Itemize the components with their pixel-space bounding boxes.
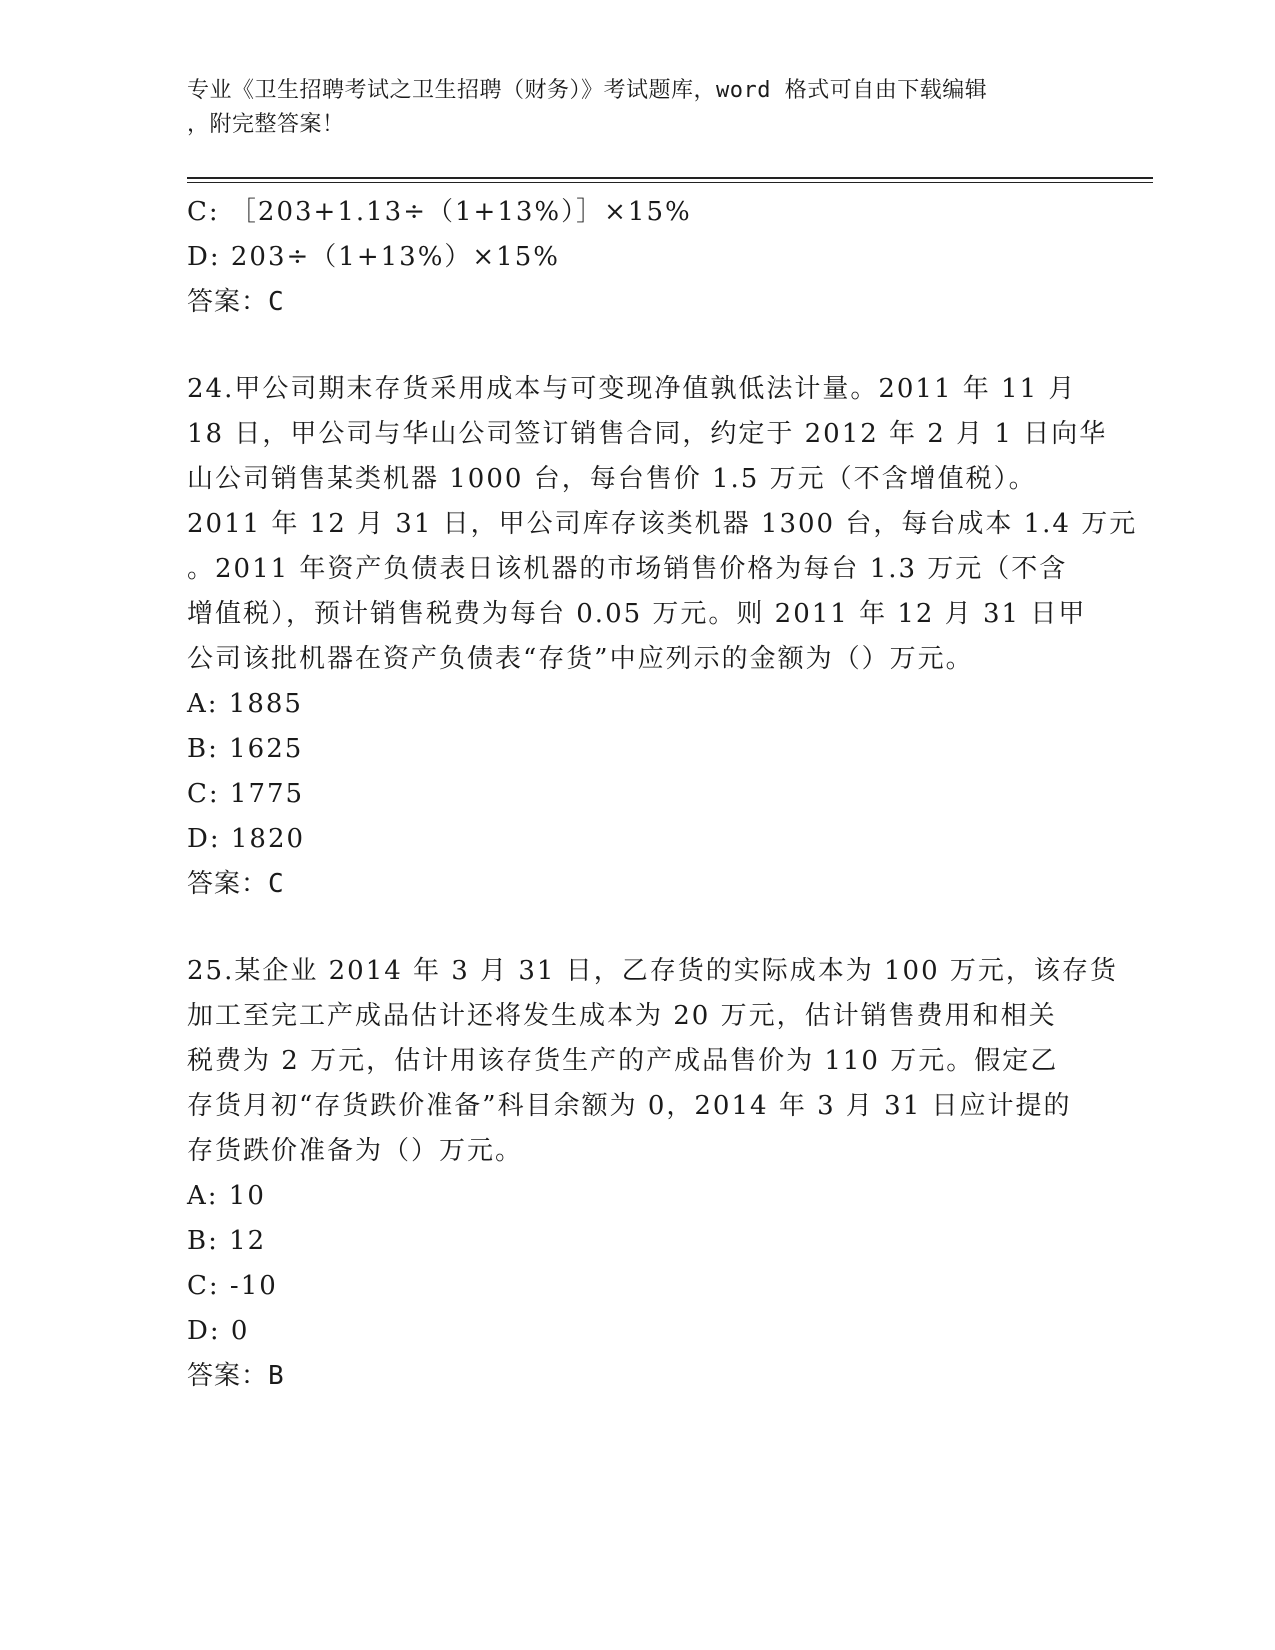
question-stem-line: 增值税），预计销售税费为每台 0.05 万元。则 2011 年 12 月 31 日甲 xyxy=(187,599,1087,629)
answer-line: 答案：C xyxy=(187,869,285,899)
question-stem-line: 25.某企业 2014 年 3 月 31 日，乙存货的实际成本为 100 万元，该存货 xyxy=(187,956,1118,986)
header-divider xyxy=(187,177,1153,183)
question-24 xyxy=(187,367,1138,907)
header-line-2: ，附完整答案！ xyxy=(187,112,345,137)
answer-line: 答案：C xyxy=(187,287,285,317)
question-stem-line: 山公司销售某类机器 1000 台，每台售价 1.5 万元（不含增值税）。 xyxy=(187,464,1037,494)
option-d: D: 203÷（1+13%）×15% xyxy=(187,242,560,272)
option-b: B: 1625 xyxy=(187,734,304,764)
option-a: A: 1885 xyxy=(187,689,303,719)
question-stem-line: 加工至完工产成品估计还将发生成本为 20 万元，估计销售费用和相关 xyxy=(187,1001,1057,1031)
question-gap xyxy=(187,907,1087,949)
question-stem-line: 存货跌价准备为（）万元。 xyxy=(187,1136,524,1166)
option-c: C: -10 xyxy=(187,1271,278,1301)
question-stem-line: 18 日，甲公司与华山公司签订销售合同，约定于 2012 年 2 月 1 日向华 xyxy=(187,419,1108,449)
question-25 xyxy=(187,949,1118,1399)
question-23-tail xyxy=(187,190,1087,325)
question-list xyxy=(187,190,1138,1399)
option-c: C: 1775 xyxy=(187,779,305,809)
answer-line: 答案：B xyxy=(187,1361,285,1391)
option-d: D: 0 xyxy=(187,1316,250,1346)
question-stem-line: 。2011 年资产负债表日该机器的市场销售价格为每台 1.3 万元（不含 xyxy=(187,554,1068,584)
option-a: A: 10 xyxy=(187,1181,266,1211)
option-c: C: ［203+1.13÷（1+13%）］×15% xyxy=(187,197,692,227)
question-stem-line: 存货月初“存货跌价准备”科目余额为 0，2014 年 3 月 31 日应计提的 xyxy=(187,1091,1072,1121)
option-d: D: 1820 xyxy=(187,824,306,854)
question-gap xyxy=(187,325,1087,367)
option-b: B: 12 xyxy=(187,1226,267,1256)
question-stem-line: 税费为 2 万元，估计用该存货生产的产成品售价为 110 万元。假定乙 xyxy=(187,1046,1059,1076)
question-stem-line: 2011 年 12 月 31 日，甲公司库存该类机器 1300 台，每台成本 1.4 万元 xyxy=(187,509,1138,539)
question-stem-line: 公司该批机器在资产负债表“存货”中应列示的金额为（）万元。 xyxy=(187,644,974,674)
document-header xyxy=(187,74,1067,142)
header-line-1: 专业《卫生招聘考试之卫生招聘（财务）》考试题库，word 格式可自由下载编辑 xyxy=(187,78,988,103)
question-stem-line: 24.甲公司期末存货采用成本与可变现净值孰低法计量。2011 年 11 月 xyxy=(187,374,1077,404)
